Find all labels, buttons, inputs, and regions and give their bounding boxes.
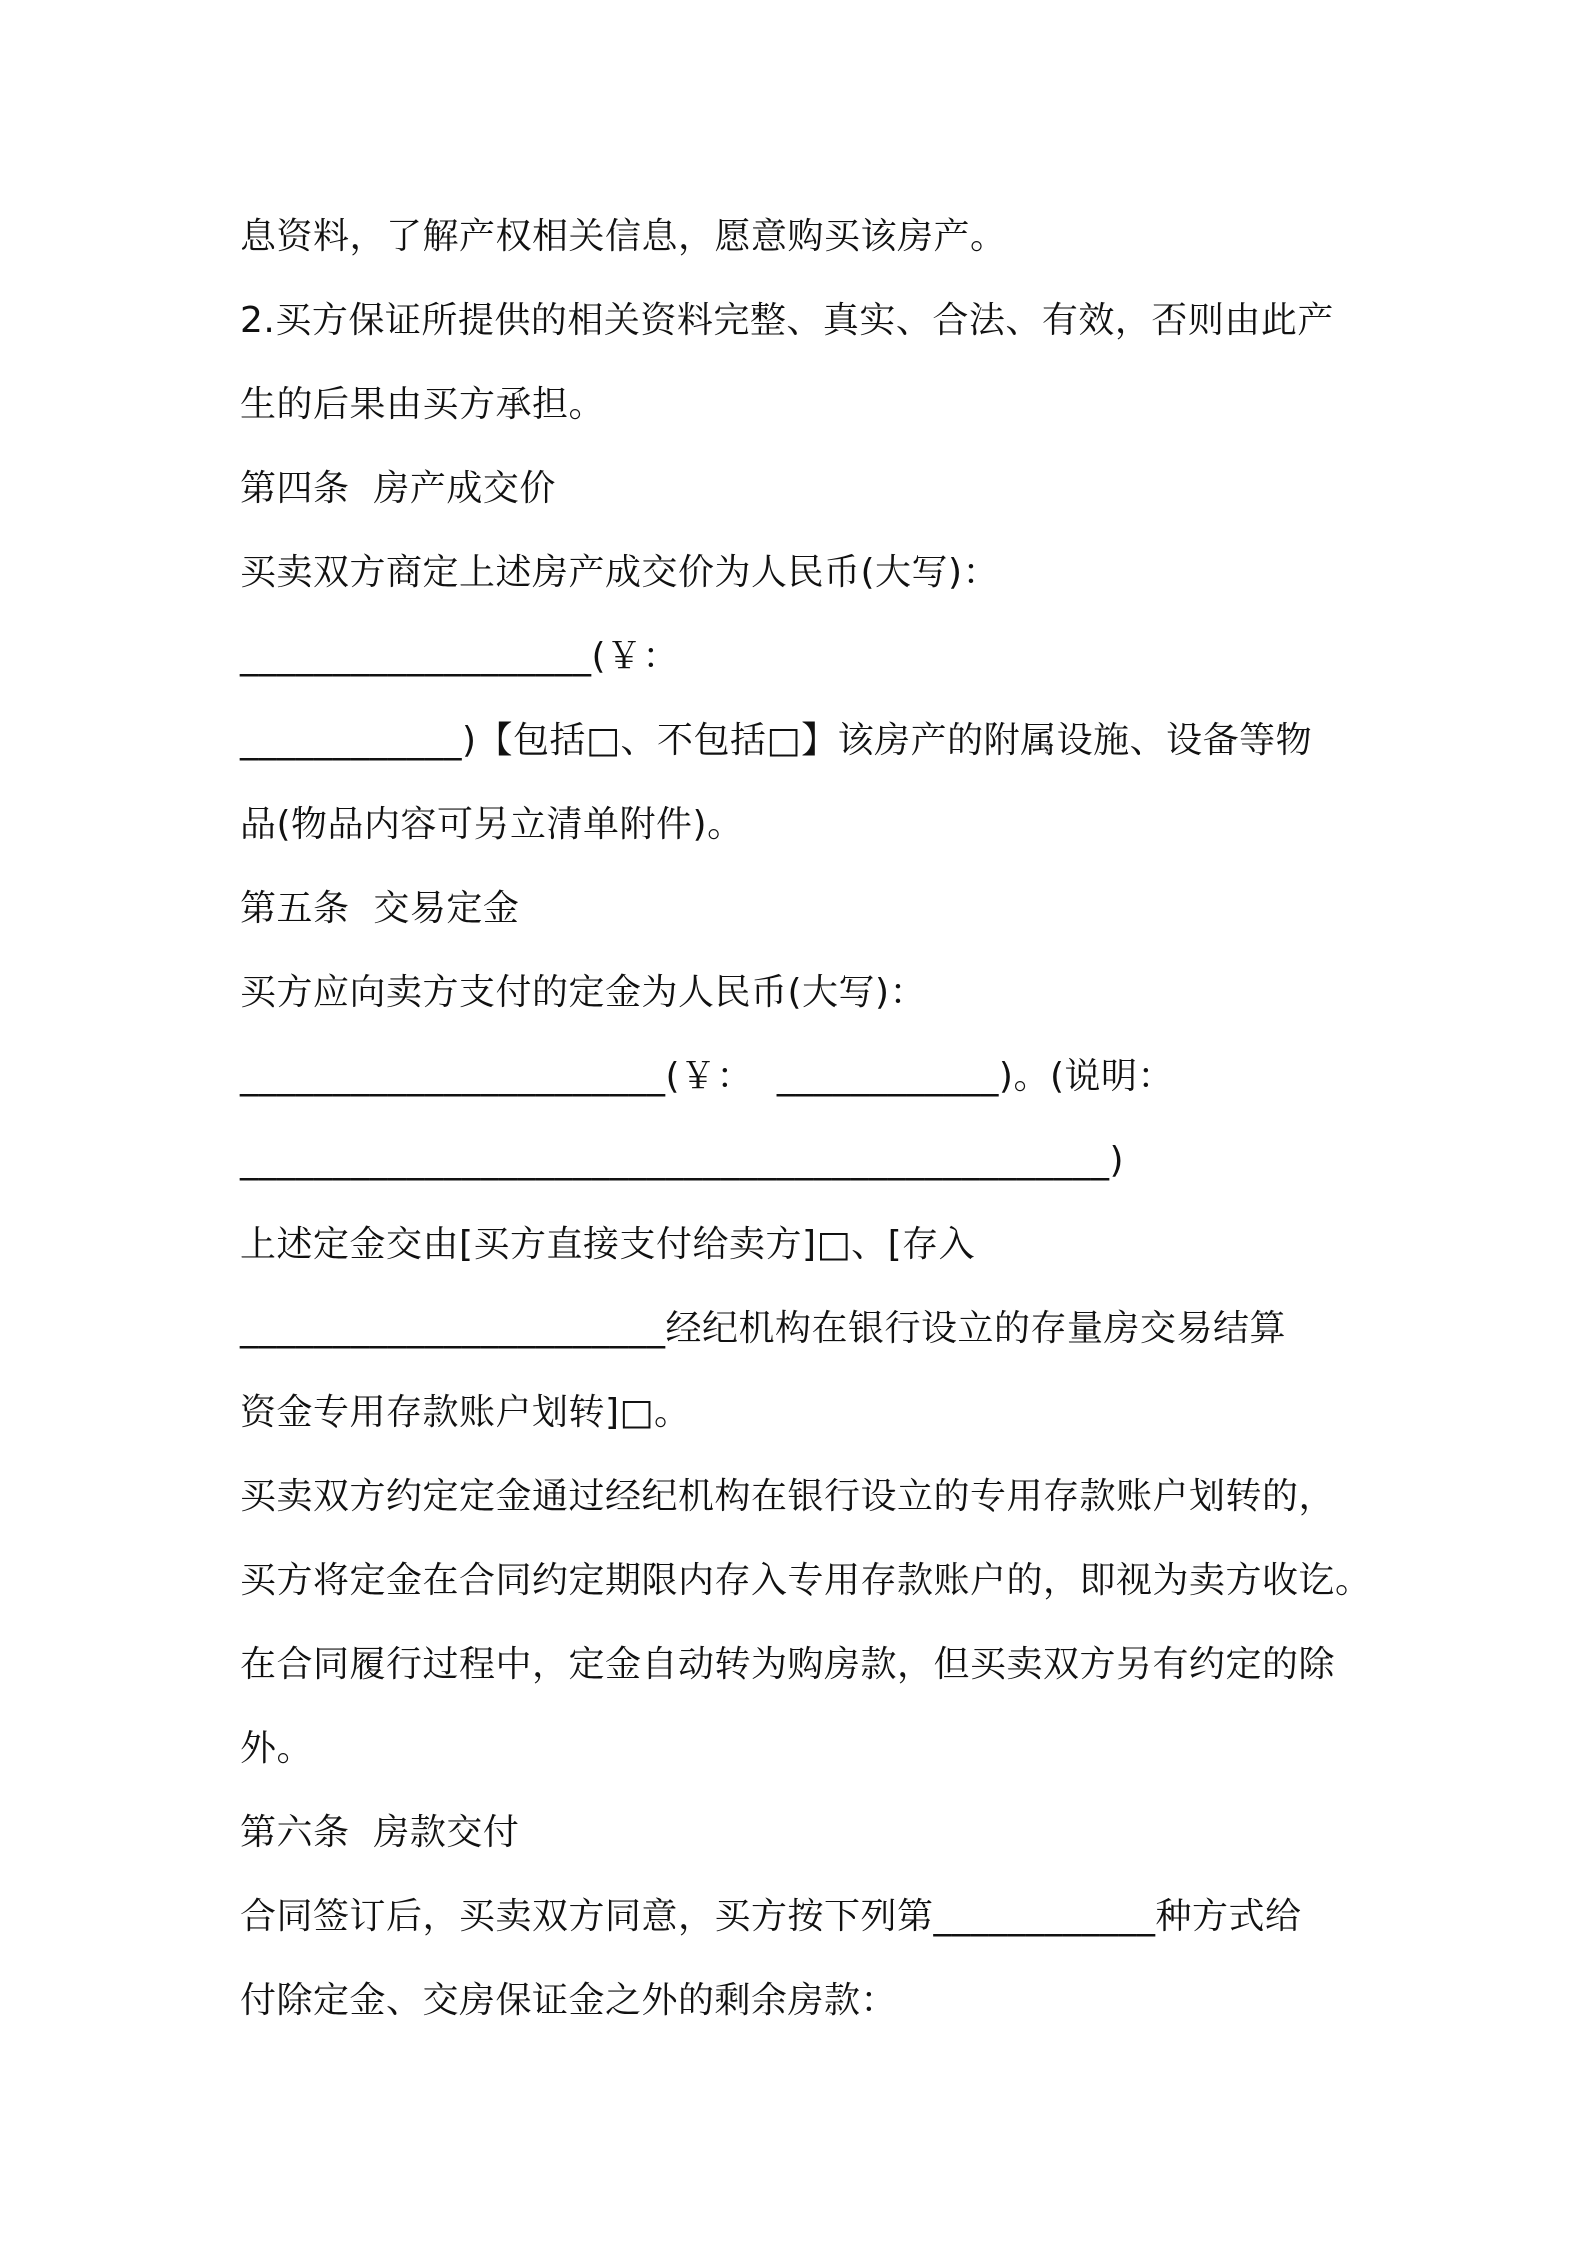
text-line: 买卖双方商定上述房产成交价为人民币(大写)：	[240, 552, 1000, 593]
text-line: 外。	[240, 1728, 314, 1769]
text-line: 息资料，了解产权相关信息，愿意购买该房产。	[240, 216, 1007, 257]
section-heading: 第六条 房款交付	[240, 1812, 520, 1853]
text-line: 生的后果由买方承担。	[240, 384, 606, 425]
text-line: 品(物品内容可另立清单附件)。	[240, 804, 744, 845]
text-line: 买卖双方约定定金通过经纪机构在银行设立的专用存款账户划转的，	[240, 1476, 1336, 1517]
document-page	[240, 195, 1440, 2043]
text-line: 资金专用存款账户划转]□。	[240, 1392, 691, 1433]
blank-field-line: ____________)【包括□、不包括□】该房产的附属设施、设备等物	[240, 720, 1313, 761]
text-line: 付除定金、交房保证金之外的剩余房款：	[240, 1980, 898, 2021]
text-line: 买方应向卖方支付的定金为人民币(大写)：	[240, 972, 927, 1013]
section-heading: 第四条 房产成交价	[240, 468, 556, 509]
text-line: 上述定金交由[买方直接支付给卖方]□、[存入	[240, 1224, 976, 1265]
blank-field-line: ___________________(￥：	[240, 636, 680, 677]
section-heading: 第五条 交易定金	[240, 888, 520, 929]
text-line: 2.买方保证所提供的相关资料完整、真实、合法、有效，否则由此产	[240, 300, 1334, 341]
blank-field-line: 合同签订后，买卖双方同意，买方按下列第____________种方式给	[240, 1896, 1302, 1937]
text-line: 买方将定金在合同约定期限内存入专用存款账户的，即视为卖方收讫。	[240, 1560, 1372, 1601]
blank-field-line: _______________________(￥： ____________)。(说明：	[240, 1056, 1175, 1097]
blank-field-line: _______________________________________________)	[240, 1140, 1125, 1181]
text-line: 在合同履行过程中，定金自动转为购房款，但买卖双方另有约定的除	[240, 1644, 1336, 1685]
blank-field-line: _______________________经纪机构在银行设立的存量房交易结算	[240, 1308, 1287, 1349]
